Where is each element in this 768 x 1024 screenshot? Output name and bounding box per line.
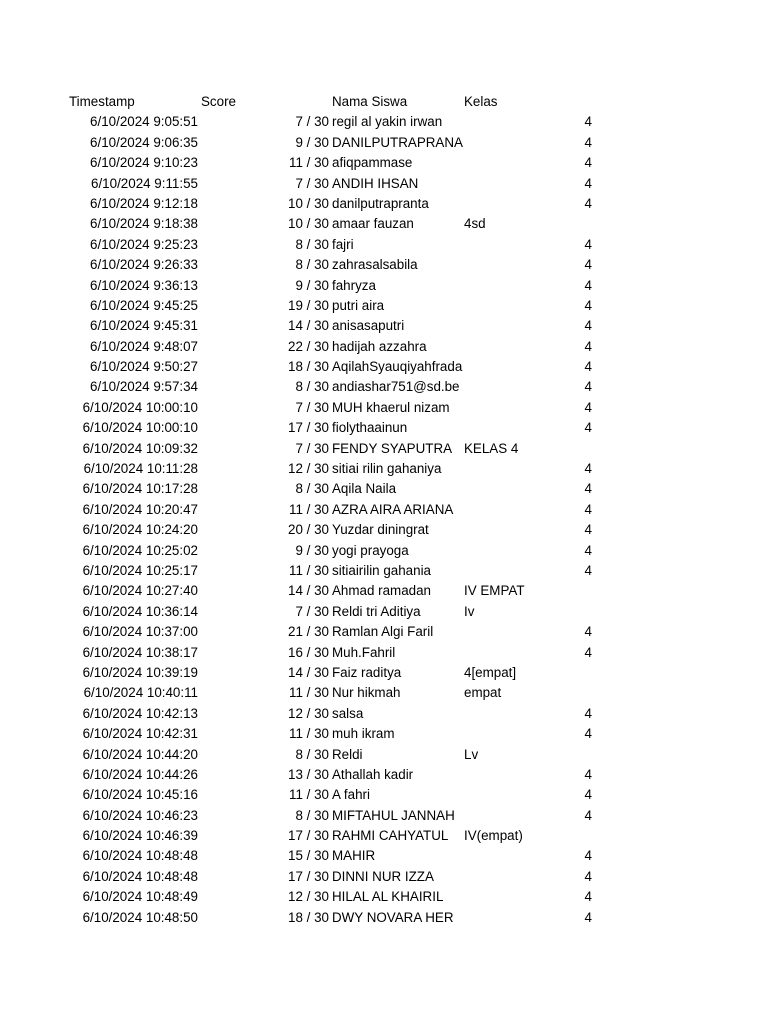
cell-timestamp: 6/10/2024 10:25:17 [82, 562, 198, 578]
cell-kelas: IV EMPAT [464, 583, 525, 599]
cell-timestamp: 6/10/2024 10:00:10 [82, 420, 198, 436]
table-row [0, 765, 768, 785]
cell-timestamp: 6/10/2024 10:44:20 [82, 746, 198, 762]
cell-kelas: IV(empat) [464, 828, 523, 844]
cell-score: 19 / 30 [288, 297, 329, 313]
cell-kelas: 4 [584, 318, 592, 334]
cell-kelas: 4 [584, 705, 592, 721]
cell-score: 10 / 30 [288, 216, 329, 232]
cell-score: 7 / 30 [295, 440, 329, 456]
cell-score: 14 / 30 [288, 318, 329, 334]
cell-nama-siswa: Reldi [332, 746, 363, 762]
cell-score: 9 / 30 [295, 277, 329, 293]
cell-timestamp: 6/10/2024 10:46:23 [82, 807, 198, 823]
cell-timestamp: 6/10/2024 10:11:28 [83, 461, 198, 477]
table-row [0, 887, 768, 907]
cell-score: 18 / 30 [288, 909, 329, 925]
table-row [0, 112, 768, 132]
cell-kelas: 4 [584, 848, 592, 864]
table-row [0, 704, 768, 724]
cell-kelas: 4 [584, 420, 592, 436]
cell-nama-siswa: yogi prayoga [332, 542, 409, 558]
cell-kelas: empat [464, 685, 502, 701]
cell-timestamp: 6/10/2024 9:12:18 [90, 195, 198, 211]
cell-kelas: 4 [584, 562, 592, 578]
table-row [0, 153, 768, 173]
cell-score: 8 / 30 [295, 379, 329, 395]
cell-nama-siswa: DINNI NUR IZZA [332, 868, 434, 884]
cell-nama-siswa: hadijah azzahra [332, 338, 427, 354]
cell-timestamp: 6/10/2024 10:36:14 [82, 603, 198, 619]
cell-score: 8 / 30 [295, 236, 329, 252]
table-row [0, 785, 768, 805]
cell-nama-siswa: MAHIR [332, 848, 376, 864]
cell-score: 12 / 30 [288, 461, 329, 477]
table-row [0, 194, 768, 214]
cell-score: 14 / 30 [288, 583, 329, 599]
header-row [0, 92, 768, 112]
cell-score: 12 / 30 [288, 889, 329, 905]
table-row [0, 276, 768, 296]
table-row [0, 500, 768, 520]
cell-timestamp: 6/10/2024 10:00:10 [82, 399, 198, 415]
cell-score: 11 / 30 [289, 562, 329, 578]
cell-timestamp: 6/10/2024 10:46:39 [82, 828, 198, 844]
cell-nama-siswa: putri aira [332, 297, 385, 313]
table-row [0, 643, 768, 663]
cell-timestamp: 6/10/2024 9:06:35 [90, 134, 198, 150]
cell-kelas: 4 [584, 277, 592, 293]
cell-timestamp: 6/10/2024 9:10:23 [90, 155, 198, 171]
cell-timestamp: 6/10/2024 9:26:33 [90, 257, 198, 273]
table-row [0, 846, 768, 866]
cell-score: 22 / 30 [288, 338, 329, 354]
cell-nama-siswa: muh ikram [332, 726, 395, 742]
cell-score: 11 / 30 [289, 787, 329, 803]
cell-nama-siswa: andiashar751@sd.be [332, 379, 460, 395]
cell-score: 7 / 30 [295, 175, 329, 191]
cell-score: 17 / 30 [288, 420, 329, 436]
header-nama-siswa: Nama Siswa [332, 94, 408, 109]
cell-timestamp: 6/10/2024 9:45:31 [90, 318, 198, 334]
cell-score: 7 / 30 [295, 399, 329, 415]
table-row [0, 602, 768, 622]
cell-kelas: 4 [584, 807, 592, 823]
cell-kelas: 4 [584, 257, 592, 273]
table-row [0, 479, 768, 499]
table-row [0, 622, 768, 642]
cell-nama-siswa: MIFTAHUL JANNAH [332, 807, 455, 823]
cell-score: 15 / 30 [288, 848, 329, 864]
cell-kelas: 4 [584, 359, 592, 375]
cell-kelas: 4 [584, 644, 592, 660]
cell-timestamp: 6/10/2024 10:42:31 [82, 726, 198, 742]
cell-nama-siswa: ANDIH IHSAN [332, 175, 419, 191]
cell-kelas: 4 [584, 399, 592, 415]
cell-score: 14 / 30 [288, 664, 329, 680]
cell-timestamp: 6/10/2024 9:18:38 [90, 216, 198, 232]
cell-kelas: Lv [464, 746, 479, 762]
table-row [0, 663, 768, 683]
cell-nama-siswa: FENDY SYAPUTRA [332, 440, 453, 456]
table-row [0, 826, 768, 846]
cell-timestamp: 6/10/2024 10:27:40 [82, 583, 198, 599]
cell-kelas: 4 [584, 236, 592, 252]
table-row [0, 133, 768, 153]
table-row [0, 214, 768, 234]
cell-nama-siswa: sitiai rilin gahaniya [332, 461, 442, 477]
cell-score: 8 / 30 [295, 746, 329, 762]
cell-nama-siswa: DANILPUTRAPRANA [332, 134, 463, 150]
table-row [0, 908, 768, 928]
cell-kelas: 4 [584, 909, 592, 925]
table-row [0, 806, 768, 826]
cell-kelas: KELAS 4 [464, 440, 519, 456]
cell-timestamp: 6/10/2024 9:11:55 [91, 175, 198, 191]
cell-kelas: 4 [584, 501, 592, 517]
cell-score: 20 / 30 [288, 522, 329, 538]
cell-kelas: 4 [584, 175, 592, 191]
cell-kelas: 4 [584, 726, 592, 742]
cell-nama-siswa: salsa [332, 705, 364, 721]
cell-score: 9 / 30 [295, 542, 329, 558]
cell-nama-siswa: danilputrapranta [332, 195, 429, 211]
cell-kelas: 4 [584, 787, 592, 803]
cell-kelas: 4 [584, 766, 592, 782]
cell-nama-siswa: AqilahSyauqiyahfrada [332, 359, 463, 375]
table-row [0, 174, 768, 194]
cell-nama-siswa: Athallah kadir [332, 766, 414, 782]
cell-nama-siswa: sitiairilin gahania [332, 562, 431, 578]
cell-score: 11 / 30 [289, 726, 329, 742]
cell-kelas: 4 [584, 155, 592, 171]
cell-timestamp: 6/10/2024 10:48:50 [82, 909, 198, 925]
cell-nama-siswa: Yuzdar diningrat [332, 522, 429, 538]
cell-score: 11 / 30 [289, 685, 329, 701]
cell-timestamp: 6/10/2024 10:24:20 [82, 522, 198, 538]
table-row [0, 683, 768, 703]
header-kelas: Kelas [464, 94, 498, 109]
cell-timestamp: 6/10/2024 9:25:23 [90, 236, 198, 252]
cell-score: 9 / 30 [295, 134, 329, 150]
cell-score: 17 / 30 [288, 868, 329, 884]
cell-nama-siswa: AZRA AIRA ARIANA [332, 501, 454, 517]
cell-timestamp: 6/10/2024 10:48:48 [82, 868, 198, 884]
cell-timestamp: 6/10/2024 10:25:02 [82, 542, 198, 558]
cell-kelas: 4 [584, 379, 592, 395]
cell-nama-siswa: A fahri [332, 787, 370, 803]
table-row [0, 561, 768, 581]
spreadsheet-table [0, 92, 768, 928]
cell-score: 11 / 30 [289, 155, 329, 171]
cell-score: 21 / 30 [288, 624, 329, 640]
cell-kelas: 4 [584, 134, 592, 150]
cell-nama-siswa: Muh.Fahril [332, 644, 396, 660]
cell-kelas: 4 [584, 114, 592, 130]
cell-kelas: 4[empat] [464, 664, 517, 680]
cell-score: 11 / 30 [289, 501, 329, 517]
cell-score: 18 / 30 [288, 359, 329, 375]
table-row [0, 724, 768, 744]
table-row [0, 581, 768, 601]
table-row [0, 541, 768, 561]
table-row [0, 337, 768, 357]
cell-nama-siswa: DWY NOVARA HER [332, 909, 454, 925]
cell-kelas: 4 [584, 461, 592, 477]
table-row [0, 398, 768, 418]
cell-timestamp: 6/10/2024 10:48:49 [82, 889, 198, 905]
cell-nama-siswa: anisasaputri [332, 318, 405, 334]
cell-nama-siswa: zahrasalsabila [332, 257, 418, 273]
cell-nama-siswa: HILAL AL KHAIRIL [332, 889, 444, 905]
cell-nama-siswa: RAHMI CAHYATUL [332, 828, 449, 844]
table-row [0, 296, 768, 316]
table-body [0, 112, 768, 928]
table-row [0, 867, 768, 887]
cell-nama-siswa: fahryza [332, 277, 376, 293]
table-row [0, 418, 768, 438]
cell-kelas: 4 [584, 297, 592, 313]
cell-timestamp: 6/10/2024 9:57:34 [90, 379, 198, 395]
cell-nama-siswa: fajri [332, 236, 354, 252]
cell-nama-siswa: regil al yakin irwan [332, 114, 443, 130]
cell-kelas: 4sd [464, 216, 486, 232]
table-row [0, 745, 768, 765]
cell-nama-siswa: Aqila Naila [332, 481, 397, 497]
cell-score: 8 / 30 [295, 481, 329, 497]
cell-timestamp: 6/10/2024 10:48:48 [82, 848, 198, 864]
cell-nama-siswa: Faiz raditya [332, 664, 402, 680]
cell-score: 7 / 30 [295, 114, 329, 130]
cell-kelas: 4 [584, 868, 592, 884]
table-row [0, 316, 768, 336]
cell-kelas: 4 [584, 522, 592, 538]
cell-timestamp: 6/10/2024 10:45:16 [82, 787, 198, 803]
cell-kelas: 4 [584, 624, 592, 640]
cell-timestamp: 6/10/2024 9:36:13 [90, 277, 198, 293]
table-row [0, 377, 768, 397]
cell-kelas: Iv [464, 603, 475, 619]
table-row [0, 357, 768, 377]
table-row [0, 255, 768, 275]
cell-score: 7 / 30 [295, 603, 329, 619]
cell-score: 8 / 30 [295, 807, 329, 823]
cell-nama-siswa: afiqpammase [332, 155, 413, 171]
table-row [0, 520, 768, 540]
cell-timestamp: 6/10/2024 10:20:47 [82, 501, 198, 517]
cell-nama-siswa: fiolythaainun [332, 420, 408, 436]
cell-timestamp: 6/10/2024 10:38:17 [82, 644, 198, 660]
cell-timestamp: 6/10/2024 10:44:26 [82, 766, 198, 782]
cell-timestamp: 6/10/2024 9:48:07 [90, 338, 198, 354]
cell-nama-siswa: Ahmad ramadan [332, 583, 431, 599]
cell-timestamp: 6/10/2024 9:45:25 [90, 297, 198, 313]
header-score: Score [201, 94, 236, 109]
cell-kelas: 4 [584, 481, 592, 497]
cell-score: 17 / 30 [288, 828, 329, 844]
cell-nama-siswa: MUH khaerul nizam [332, 399, 450, 415]
cell-kelas: 4 [584, 195, 592, 211]
header-timestamp: Timestamp [69, 94, 135, 109]
cell-score: 13 / 30 [288, 766, 329, 782]
cell-timestamp: 6/10/2024 10:42:13 [82, 705, 198, 721]
table-row [0, 235, 768, 255]
cell-timestamp: 6/10/2024 9:50:27 [90, 359, 198, 375]
cell-score: 12 / 30 [288, 705, 329, 721]
cell-kelas: 4 [584, 338, 592, 354]
cell-score: 8 / 30 [295, 257, 329, 273]
cell-timestamp: 6/10/2024 10:17:28 [82, 481, 198, 497]
table-row [0, 439, 768, 459]
cell-nama-siswa: amaar fauzan [332, 216, 414, 232]
cell-score: 16 / 30 [288, 644, 329, 660]
cell-timestamp: 6/10/2024 10:39:19 [82, 664, 198, 680]
cell-nama-siswa: Ramlan Algi Faril [332, 624, 434, 640]
cell-timestamp: 6/10/2024 9:05:51 [90, 114, 198, 130]
cell-kelas: 4 [584, 542, 592, 558]
cell-score: 10 / 30 [288, 195, 329, 211]
cell-timestamp: 6/10/2024 10:09:32 [82, 440, 198, 456]
cell-timestamp: 6/10/2024 10:37:00 [82, 624, 198, 640]
cell-kelas: 4 [584, 889, 592, 905]
table-row [0, 459, 768, 479]
cell-nama-siswa: Nur hikmah [332, 685, 401, 701]
cell-timestamp: 6/10/2024 10:40:11 [83, 685, 198, 701]
cell-nama-siswa: Reldi tri Aditiya [332, 603, 421, 619]
